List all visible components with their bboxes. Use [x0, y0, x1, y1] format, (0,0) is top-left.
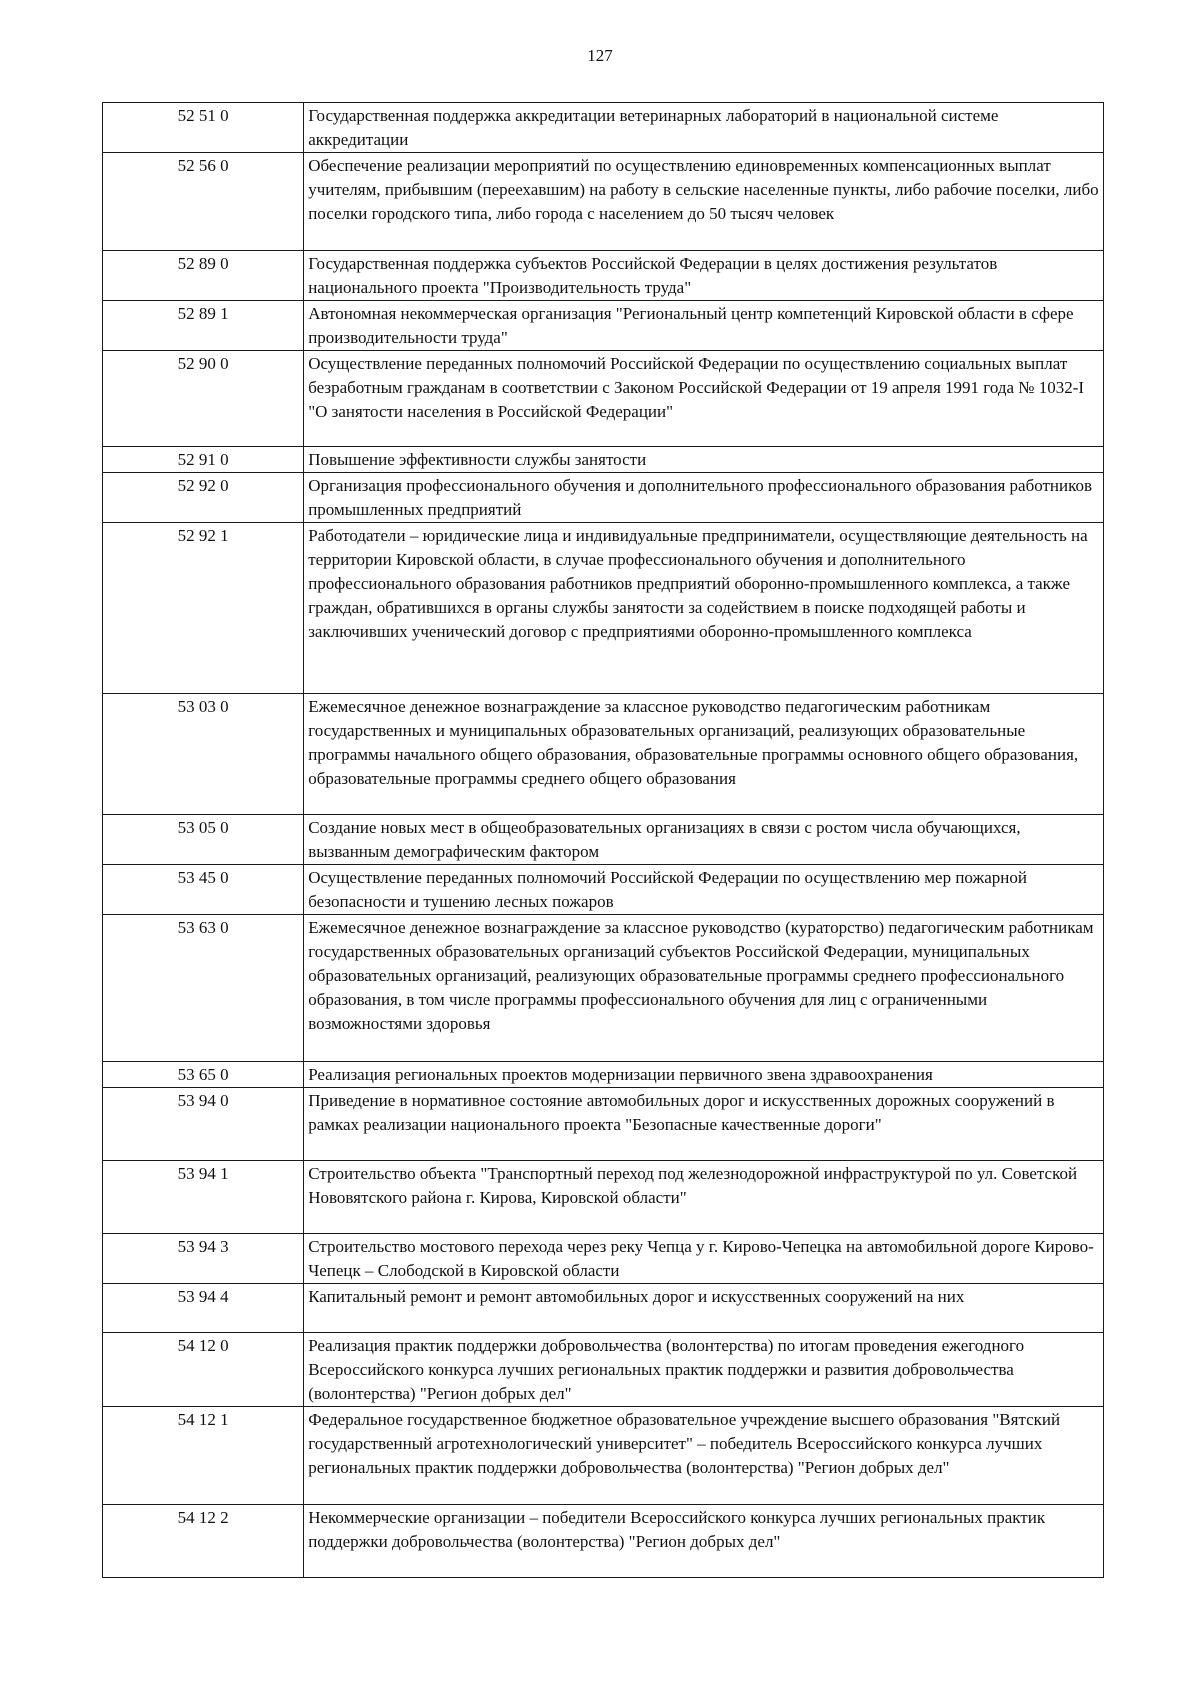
row-description: Приведение в нормативное состояние автомобильных дорог и искусственных дорожных сооружений в рамках реализации национального проекта "Безопасные качественные дороги"	[304, 1088, 1104, 1161]
row-description: Работодатели – юридические лица и индивидуальные предприниматели, осуществляющие деятельность на территории Кировской области, в случае профессионального обучения и дополнительного профессионального образования работников предприятий оборонно-промышленного комплекса, а также граждан, обратившихся в органы службы занятости за содействием в поиске подходящей работы и заключивших ученический договор с предприятиями оборонно-промышленного комплекса	[304, 523, 1104, 694]
row-description: Государственная поддержка аккредитации ветеринарных лабораторий в национальной системе аккредитации	[304, 103, 1104, 153]
row-code: 52 56 0	[103, 153, 304, 251]
row-description: Обеспечение реализации мероприятий по осуществлению единовременных компенсационных выплат учителям, прибывшим (переехавшим) на работу в сельские населенные пункты, либо рабочие поселки, либо поселки городского типа, либо города с населением до 50 тысяч человек	[304, 153, 1104, 251]
table-row	[103, 915, 1104, 1062]
table-row	[103, 447, 1104, 473]
budget-code-table	[102, 102, 1104, 1578]
row-code: 54 12 0	[103, 1333, 304, 1407]
row-code: 53 94 4	[103, 1284, 304, 1333]
row-code: 54 12 2	[103, 1505, 304, 1578]
table-row	[103, 1161, 1104, 1234]
row-description: Ежемесячное денежное вознаграждение за классное руководство (кураторство) педагогическим работникам государственных образовательных организаций субъектов Российской Федерации, муниципальных образовательных организаций, реализующих образовательные программы среднего профессионального образования, в том числе программы профессионального обучения для лиц с ограниченными возможностями здоровья	[304, 915, 1104, 1062]
table-row	[103, 103, 1104, 153]
table-row	[103, 153, 1104, 251]
row-code: 52 51 0	[103, 103, 304, 153]
row-code: 53 03 0	[103, 694, 304, 815]
row-code: 52 89 0	[103, 251, 304, 301]
row-code: 53 94 0	[103, 1088, 304, 1161]
table-row	[103, 1234, 1104, 1284]
row-code: 54 12 1	[103, 1407, 304, 1505]
row-code: 52 91 0	[103, 447, 304, 473]
table-row	[103, 473, 1104, 523]
row-description: Повышение эффективности службы занятости	[304, 447, 1104, 473]
row-code: 52 89 1	[103, 301, 304, 351]
row-description: Федеральное государственное бюджетное образовательное учреждение высшего образования "Вятский государственный агротехнологический университет" – победитель Всероссийского конкурса лучших региональных практик поддержки добровольчества (волонтерства) "Регион добрых дел"	[304, 1407, 1104, 1505]
row-code: 53 94 3	[103, 1234, 304, 1284]
row-code: 53 94 1	[103, 1161, 304, 1234]
row-description: Организация профессионального обучения и дополнительного профессионального образования работников промышленных предприятий	[304, 473, 1104, 523]
row-description: Автономная некоммерческая организация "Региональный центр компетенций Кировской области в сфере производительности труда"	[304, 301, 1104, 351]
row-code: 53 45 0	[103, 865, 304, 915]
row-description: Капитальный ремонт и ремонт автомобильных дорог и искусственных сооружений на них	[304, 1284, 1104, 1333]
table-row	[103, 1407, 1104, 1505]
row-code: 53 65 0	[103, 1062, 304, 1088]
page-number: 127	[587, 46, 613, 65]
row-code: 52 92 0	[103, 473, 304, 523]
row-description: Осуществление переданных полномочий Российской Федерации по осуществлению социальных выплат безработным гражданам в соответствии с Законом Российской Федерации от 19 апреля 1991 года № 1032-I "О занятости населения в Российской Федерации"	[304, 351, 1104, 447]
row-code: 52 92 1	[103, 523, 304, 694]
table-row	[103, 1505, 1104, 1578]
table-row	[103, 1333, 1104, 1407]
row-description: Реализация практик поддержки добровольчества (волонтерства) по итогам проведения ежегодного Всероссийского конкурса лучших региональных практик поддержки и развития добровольчества (волонтерства) "Регион добрых дел"	[304, 1333, 1104, 1407]
table-row	[103, 351, 1104, 447]
row-description: Государственная поддержка субъектов Российской Федерации в целях достижения результатов национального проекта "Производительность труда"	[304, 251, 1104, 301]
table-row	[103, 865, 1104, 915]
row-description: Создание новых мест в общеобразовательных организациях в связи с ростом числа обучающихся, вызванным демографическим фактором	[304, 815, 1104, 865]
table-row	[103, 523, 1104, 694]
row-description: Некоммерческие организации – победители Всероссийского конкурса лучших региональных практик поддержки добровольчества (волонтерства) "Регион добрых дел"	[304, 1505, 1104, 1578]
table-row	[103, 1062, 1104, 1088]
table-row	[103, 815, 1104, 865]
table-body	[103, 103, 1104, 1578]
row-code: 52 90 0	[103, 351, 304, 447]
row-description: Ежемесячное денежное вознаграждение за классное руководство педагогическим работникам государственных и муниципальных образовательных организаций, реализующих образовательные программы начального общего образования, образовательные программы основного общего образования, образовательные программы среднего общего образования	[304, 694, 1104, 815]
table-row	[103, 1284, 1104, 1333]
row-description: Строительство мостового перехода через реку Чепца у г. Кирово-Чепецка на автомобильной дороге Кирово-Чепецк – Слободской в Кировской области	[304, 1234, 1104, 1284]
table-row	[103, 1088, 1104, 1161]
row-description: Осуществление переданных полномочий Российской Федерации по осуществлению мер пожарной безопасности и тушению лесных пожаров	[304, 865, 1104, 915]
table-row	[103, 251, 1104, 301]
row-code: 53 63 0	[103, 915, 304, 1062]
row-code: 53 05 0	[103, 815, 304, 865]
table-row	[103, 301, 1104, 351]
row-description: Реализация региональных проектов модернизации первичного звена здравоохранения	[304, 1062, 1104, 1088]
table-row	[103, 694, 1104, 815]
row-description: Строительство объекта "Транспортный переход под железнодорожной инфраструктурой по ул. Советской Нововятского района г. Кирова, Кировской области"	[304, 1161, 1104, 1234]
